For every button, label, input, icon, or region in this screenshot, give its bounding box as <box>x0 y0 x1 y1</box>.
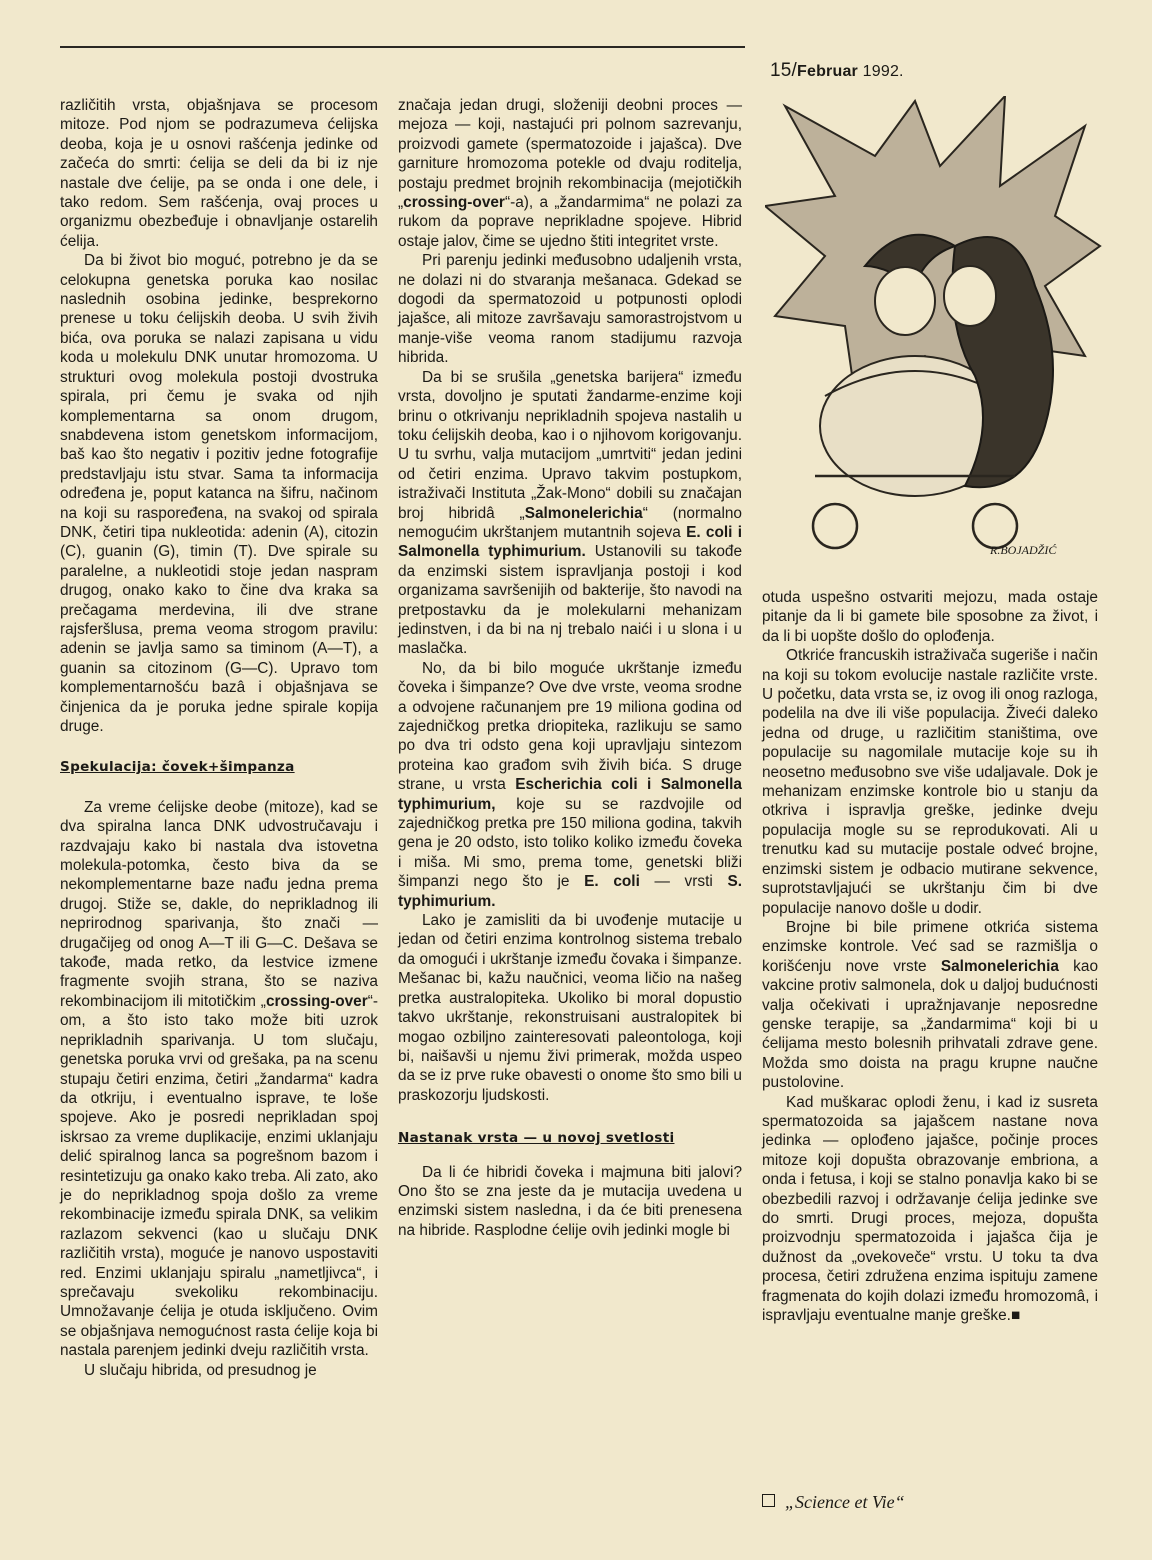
source-credit: „Science et Vie“ <box>762 1492 905 1513</box>
term-species: E. coli i Salmonella typhimurium. <box>398 523 742 561</box>
square-bullet-icon <box>762 1494 775 1507</box>
section-subheading: Spekulacija: čovek+šimpanza <box>60 759 295 776</box>
paragraph: različitih vrsta, objašnjava se procesom mitoze. Pod njom se podrazumeva ćelijska deoba, koja je u osnovi rašćenja jedinke od začeća do smrti: ćelija se deli da bi iz nje nastale dve ćelije, pa se onda i one dele, i tako redom. Sem rašćenja, ovaj proces u organizmu obezbeđuje i obnavljanje ostarelih ćelija. <box>60 97 378 250</box>
paragraph: Lako je zamisliti da bi uvođenje mutacije u jedan od četiri enzima kontrolnog sistema trebalo da omogući i ukrštanje između čovaka i šimpanze. Mešanac bi, kažu naučnici, veoma ličio na našeg pretka australopiteka. Ukoliko bi moral dopustio takvo ukrštanje, rekonstruisani australopitek bi mogao ozbiljno zainteresovati paleontologa, koji bi, naišavši u njemu živi primerak, možda uspeo da se iz prve ruke obavesti o onome što smo bili u praskozorju ljudskosti. <box>398 912 742 1104</box>
paragraph: značaja jedan drugi, složeniji deobni proces — mejoza — koji, nastajući pri polnom sazrevanju, proizvodi gamete (spermatozoide i jajašca). Dve garniture hromozoma potekle od dvaju roditelja, postaju predmet brojnih rekombinacija (mejotičkih „crossing-over“-a), a „žandarmima“ ne polazi za rukom da poprave neprikladne spojeve. Hibrid ostaje jalov, čime se ujedno štiti integritet vrste. <box>398 97 742 250</box>
paragraph: U slučaju hibrida, od presudnog je <box>84 1361 317 1379</box>
article-column-2 <box>398 96 742 1240</box>
paragraph: Pri parenju jedinki međusobno udaljenih vrsta, ne dolazi ni do stvaranja mešanaca. Gdekad se dogodi da spermatozoid u potpunosti oplodi jajašce, ali mitoze završavaju samorastrojstvom u manje-više veoma ranom stadijumu razvoja hibrida. <box>398 252 742 367</box>
term-species: S. typhimurium. <box>398 873 742 910</box>
section-subheading: Nastanak vrsta — u novoj svetlosti <box>398 1130 675 1147</box>
issue-year: 1992. <box>858 63 904 80</box>
article-column-1 <box>60 96 378 1380</box>
paragraph: Brojne bi bile primene otkrića sistema enzimske kontrole. Već sad se razmišlja o korišćenju nove vrste Salmonelerichia kao vakcine protiv salmonela, dok u daljoj budućnosti valja očekivati i upražnjavanje neposredne genske terapije, sa „žandarmima“ koji bi u ćelijama mesto bolesnih prihvatali zdrave gene. Možda smo doista na pragu krupne naučne pustolovine. <box>762 918 1099 1092</box>
cartoon-illustration <box>765 96 1105 566</box>
term-crossing-over: crossing-over <box>403 194 505 212</box>
paragraph: Otkriće francuskih istraživača sugeriše i način na koji su tokom evolucije nastale različite vrste. U početku, data vrsta se, iz ovog ili onog razloga, podelila na dve ili više populacija. Živeći daleko jedna od druge, u različitim staništima, ove populacije su nagomilale mutacije koje su ih neosetno međusobno sve više udaljavale. Dok je mehanizam enzimske kontrole bio u stanju da otkriva i ispravlja greške, jedinke dveju populacija mogle su se reprodukovati. Ali u trenutku kad su mutacije postale odveć brojne, enzimski sistem je odbacio mutirane sekvence, suprotstavljajući se ukrštanju čim bi dve populacije nanovo došle u dodir. <box>762 647 1098 917</box>
term-salmonelerichia: Salmonelerichia <box>940 957 1059 975</box>
page-header <box>770 60 904 82</box>
paragraph: Za vreme ćelijske deobe (mitoze), kad se dva spiralna lanca DNK udvostručavaju i razdvajaju kako bi nastala dva istovetna molekula-potomka, često biva da se nekomplementarne baze nađu jedna prema drugoj. Stiže se, dakle, do neprikladnog ili neprirodnog sparivanja, što znači — drugačijeg od onog A—T ili G—C. Dešava se takođe, mada retko, da lestvice izmene fragmente svojih strana, što se naziva rekombinacijom ili mitotičkim „crossing-over“-om, a što isto tako može biti uzrok neprikladnih sparivanja. U tom slučaju, genetska poruka vrvi od grešaka, pa na scenu stupaju četiri enzima, četiri „žandarma“ kadra da otkriju, i eventualno isprave, te loše spojeve. Ako je posredi neprikladan spoj iskrsao za vreme duplikacije, enzimi uklanjaju delić spiralnog lanca sa pogrešnom bazom i resintetizuju ga onako kako treba. Ali zato, ako je do neprikladnog spoja došlo za vreme rekombinacije između spirala DNK, sa velikim razlazom sekvenci (kao u slučaju DNK različitih vrsta), moguće je nanovo uspostaviti red. Enzimi uklanjaju spiralu „nametljivca“, i sprečavaju svekoliku rekombinaciju. Umnožavanje ćelija je otuda isključeno. Ovim se objašnjava nemogućnost rasta ćelije koja bi nastala parenjem jedinki dveju različitih vrsta. <box>60 798 378 1360</box>
article-column-3 <box>762 588 1098 1325</box>
term-crossing-over: crossing-over <box>265 992 368 1010</box>
paragraph: Da bi život bio moguć, potrebno je da se celokupna genetska poruka kao nosilac naslednih osobina jedinke, besprekorno prenese u toku ćelijskih deoba. U svih živih bića, ova poruka se nalazi zapisana u vidu koda u molekulu DNK unutar hromozoma. U strukturi ovog molekula postoji dvostruka spirala, pri čemu je svaka od njih komplementarna sa onom drugom, snabdevena istom genetskom informacijom, baš kao što negativ i pozitiv jedne fotografije predstavljaju istu stvar. Sama ta informacija određena je, poput katanca na šifru, načinom na koji su raspoređena, na svakoj od spirala DNK, četiri tipa nukleotida: adenin (A), citozin (C), guanin (G), timin (T). Dve spirale su paralelne, a nukleotidi stoje jedan naspram drugog, onako kako to čine dva kraka sa prečagama merdevina, ili dve strane rajsferšlusa, prema veoma strogom pravilu: adenin se javlja samo sa timinom (A—T), a guanin sa citozinom (G—C). Upravo tom komplementarnošću bazâ i objašnjava se činjenica da je poruka jedne spirale kopija druge. <box>60 252 378 735</box>
term-salmonelerichia: Salmonelerichia <box>524 504 643 522</box>
paragraph: No, da bi bilo moguće ukrštanje između čoveka i šimpanze? Ove dve vrste, veoma srodne a odvojene računanjem pre 19 miliona godina od zajedničkog pretka driopiteka, razlikuju se samo po dva tri odsto gena koji upravljaju sintezom proteina kao građom svih živih bića. S druge strane, u vrsta Escherichia coli i Salmonella typhimurium, koje su se razdvojile od zajedničkog pretka pre 150 miliona godina, takvih gena je 20 odsto, isto toliko koliko između čoveka i miša. Mi smo, prema tome, genetski bliži šimpanzi nego što je E. coli — vrsti S. typhimurium. <box>398 659 742 910</box>
paragraph: otuda uspešno ostvariti mejozu, mada ostaje pitanje da li bi gamete bile sposobne za život, i da li bi uopšte došlo do oplođenja. <box>762 589 1098 645</box>
end-mark: ■ <box>1010 1307 1021 1325</box>
illustration-signature: R.BOJADŽIĆ <box>990 543 1057 557</box>
issue-month: Februar <box>797 63 858 80</box>
page-number: 15/ <box>770 60 798 81</box>
top-rule <box>60 46 745 48</box>
paragraph: Kad muškarac oplodi ženu, i kad iz susreta spermatozoida sa jajašcem nastane nova jedinka — oplođeno jajašce, počinje proces mitoze koji dopušta obrazovanje embriona, a onda i fetusa, i koji se stalno ponavlja kako bi se obezbedili razvoj i održavanje ćelija jedinke sve do smrti. Drugi proces, mejoza, dopušta proizvodnju spermatozoida i jajašca čija je dužnost da „ovekoveče“ vrstu. U toku ta dva procesa, četiri združena enzima ispituju zamene fragmenata do kojih dolazi između hromozomâ, i ispravljaju eventualne manje greške.■ <box>762 1093 1098 1325</box>
paragraph: Da bi se srušila „genetska barijera“ između vrsta, dovoljno je sputati žandarme-enzime koji brinu o otkrivanju neprikladnih spojeva nastalih u toku ćelijskih deoba, kao i o njihovom korigovanju. U tu svrhu, valja mutacijom „umrtviti“ jedan jedini od četiri enzima. Upravo takvim postupkom, istraživači Instituta „Žak-Mono“ dobili su značajan broj hibridâ „Salmonelerichia“ (normalno nemogućim ukrštanjem mutantnih sojeva E. coli i Salmonella typhimurium. Ustanovili su takođe da enzimski sistem ispravljanja postoji i kod organizama savršenijih od bakterije, što navodi na pretpostavku da je molekularni mehanizam jedinstven, i da bi na nj trebalo naići i u slona i u maslačka. <box>398 368 743 658</box>
term-species: E. coli <box>584 873 640 891</box>
paragraph: Da li će hibridi čoveka i majmuna biti jalovi? Ono što se zna jeste da je mutacija uvedena u enzimski sistem nasledna, i da će biti prenesena na hibride. Rasplodne ćelije ovih jedinki mogle bi <box>398 1163 742 1239</box>
term-species: Escherichia coli i Salmonella typhimurium, <box>398 776 742 813</box>
